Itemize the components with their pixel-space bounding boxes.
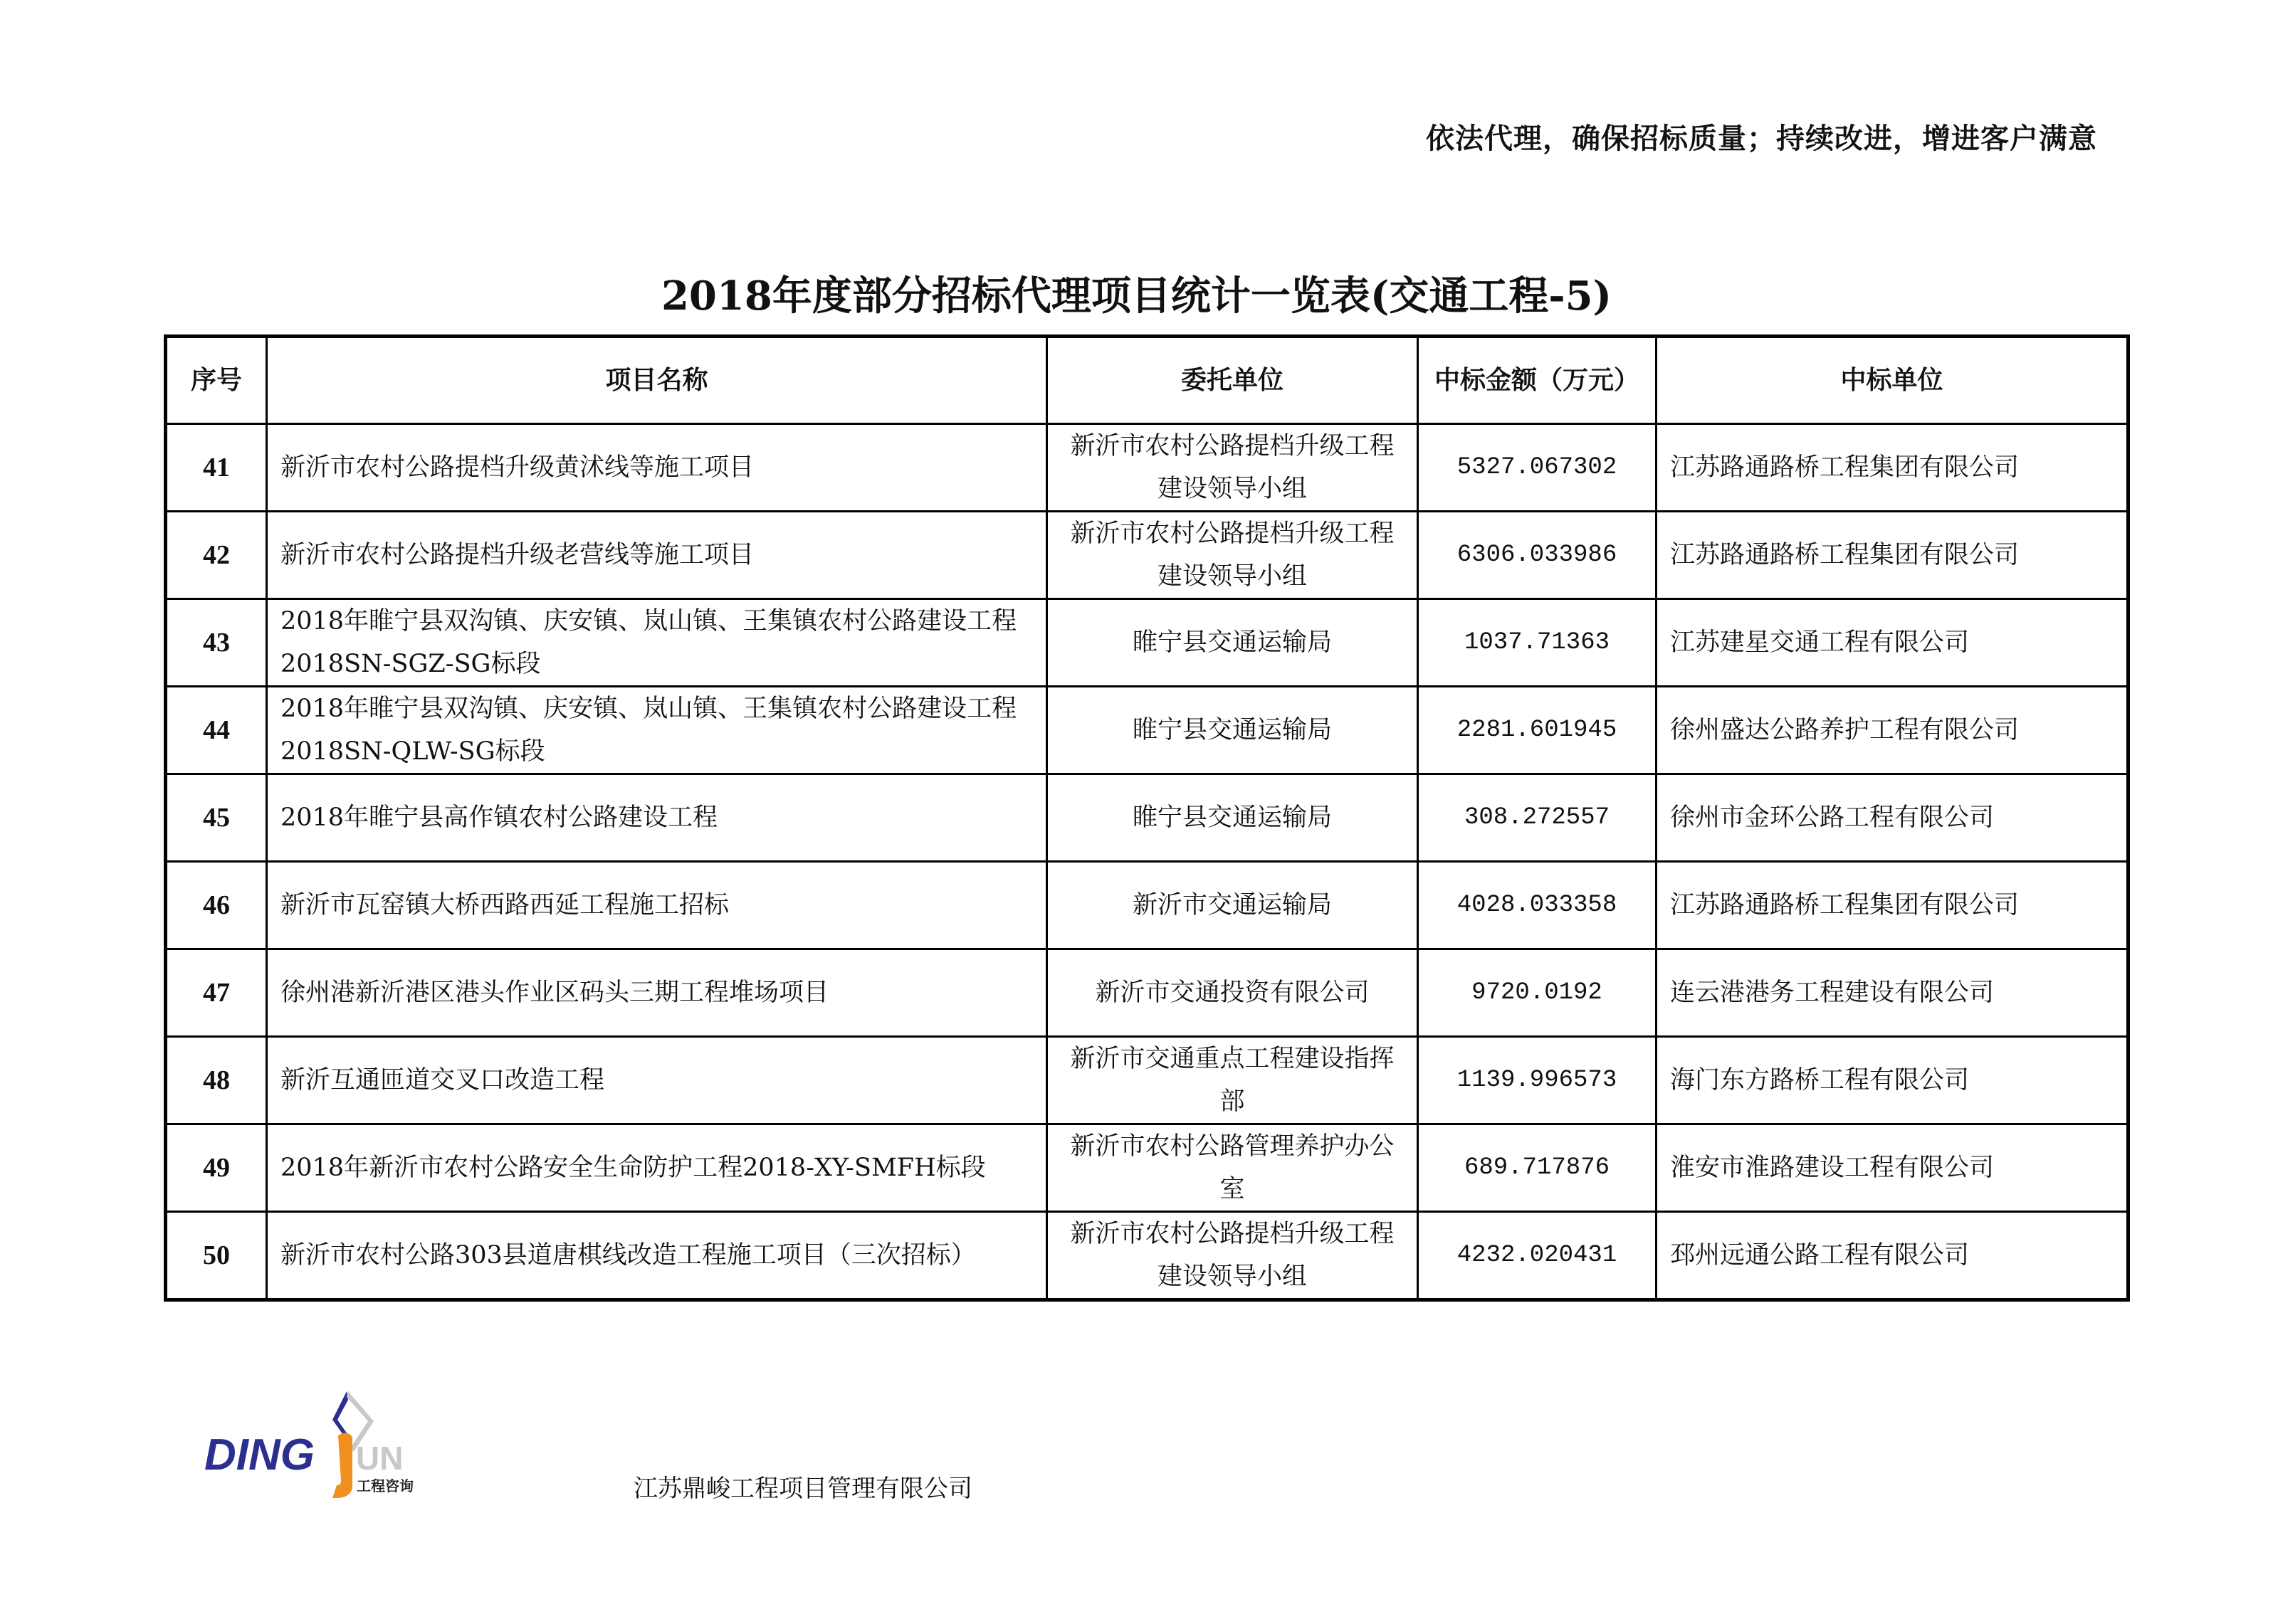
table-row [166,1037,2128,1124]
header-client: 委托单位 [1047,337,1418,424]
winning-company: 江苏路通路桥工程集团有限公司 [1657,512,2128,599]
project-name: 2018年睢宁县双沟镇、庆安镇、岚山镇、王集镇农村公路建设工程2018SN-QLW-SG标段 [267,687,1047,774]
table-row [166,1124,2128,1212]
bid-amount: 689.717876 [1418,1124,1657,1212]
bid-amount: 2281.601945 [1418,687,1657,774]
table-row [166,687,2128,774]
winning-company: 邳州远通公路工程有限公司 [1657,1212,2128,1300]
project-name: 新沂市农村公路提档升级老营线等施工项目 [267,512,1047,599]
client-unit: 睢宁县交通运输局 [1047,687,1418,774]
page-title: 2018年度部分招标代理项目统计一览表(交通工程-5) [661,273,1612,320]
project-name: 新沂市农村公路提档升级黄沭线等施工项目 [267,424,1047,512]
winning-company: 海门东方路桥工程有限公司 [1657,1037,2128,1124]
svg-text:工程咨询: 工程咨询 [357,1477,414,1494]
bid-amount: 4232.020431 [1418,1212,1657,1300]
header-amount: 中标金额（万元） [1418,337,1657,424]
svg-text:UN: UN [356,1440,404,1477]
winning-company: 徐州市金环公路工程有限公司 [1657,774,2128,862]
row-number: 45 [166,774,267,862]
client-unit: 睢宁县交通运输局 [1047,774,1418,862]
client-unit: 新沂市交通投资有限公司 [1047,949,1418,1037]
table-row [166,862,2128,949]
winning-company: 连云港港务工程建设有限公司 [1657,949,2128,1037]
row-number: 43 [166,599,267,687]
header-project-name: 项目名称 [267,337,1047,424]
client-unit: 新沂市农村公路提档升级工程建设领导小组 [1047,512,1418,599]
header-no: 序号 [166,337,267,424]
table-row [166,512,2128,599]
project-name: 新沂市农村公路303县道唐棋线改造工程施工项目（三次招标） [267,1212,1047,1300]
winning-company: 淮安市淮路建设工程有限公司 [1657,1124,2128,1212]
project-name: 徐州港新沂港区港头作业区码头三期工程堆场项目 [267,949,1047,1037]
client-unit: 新沂市农村公路管理养护办公室 [1047,1124,1418,1212]
client-unit: 睢宁县交通运输局 [1047,599,1418,687]
project-name: 2018年睢宁县高作镇农村公路建设工程 [267,774,1047,862]
dingjun-logo [204,1391,414,1498]
footer-company-name: 江苏鼎峻工程项目管理有限公司 [634,1475,972,1503]
row-number: 50 [166,1212,267,1300]
table-header-row [166,337,2128,424]
winning-company: 江苏建星交通工程有限公司 [1657,599,2128,687]
project-name: 新沂互通匝道交叉口改造工程 [267,1037,1047,1124]
svg-text:DING: DING [204,1430,315,1480]
bid-amount: 6306.033986 [1418,512,1657,599]
project-name: 新沂市瓦窑镇大桥西路西延工程施工招标 [267,862,1047,949]
project-name: 2018年新沂市农村公路安全生命防护工程2018-XY-SMFH标段 [267,1124,1047,1212]
table-row [166,949,2128,1037]
logo-j-orange [332,1433,352,1498]
winning-company: 江苏路通路桥工程集团有限公司 [1657,862,2128,949]
table-row [166,424,2128,512]
client-unit: 新沂市交通重点工程建设指挥部 [1047,1037,1418,1124]
project-name: 2018年睢宁县双沟镇、庆安镇、岚山镇、王集镇农村公路建设工程2018SN-SGZ-SG标段 [267,599,1047,687]
table-row [166,599,2128,687]
client-unit: 新沂市农村公路提档升级工程建设领导小组 [1047,424,1418,512]
bid-amount: 1139.996573 [1418,1037,1657,1124]
row-number: 48 [166,1037,267,1124]
project-table [164,334,2130,1302]
row-number: 47 [166,949,267,1037]
bid-amount: 4028.033358 [1418,862,1657,949]
row-number: 41 [166,424,267,512]
table-row [166,774,2128,862]
header-winner: 中标单位 [1657,337,2128,424]
table-row [166,1212,2128,1300]
client-unit: 新沂市农村公路提档升级工程建设领导小组 [1047,1212,1418,1300]
bid-amount: 5327.067302 [1418,424,1657,512]
winning-company: 徐州盛达公路养护工程有限公司 [1657,687,2128,774]
row-number: 42 [166,512,267,599]
row-number: 46 [166,862,267,949]
row-number: 44 [166,687,267,774]
bid-amount: 1037.71363 [1418,599,1657,687]
winning-company: 江苏路通路桥工程集团有限公司 [1657,424,2128,512]
header-slogan: 依法代理，确保招标质量；持续改进，增进客户满意 [1426,122,2097,155]
client-unit: 新沂市交通运输局 [1047,862,1418,949]
bid-amount: 9720.0192 [1418,949,1657,1037]
bid-amount: 308.272557 [1418,774,1657,862]
row-number: 49 [166,1124,267,1212]
